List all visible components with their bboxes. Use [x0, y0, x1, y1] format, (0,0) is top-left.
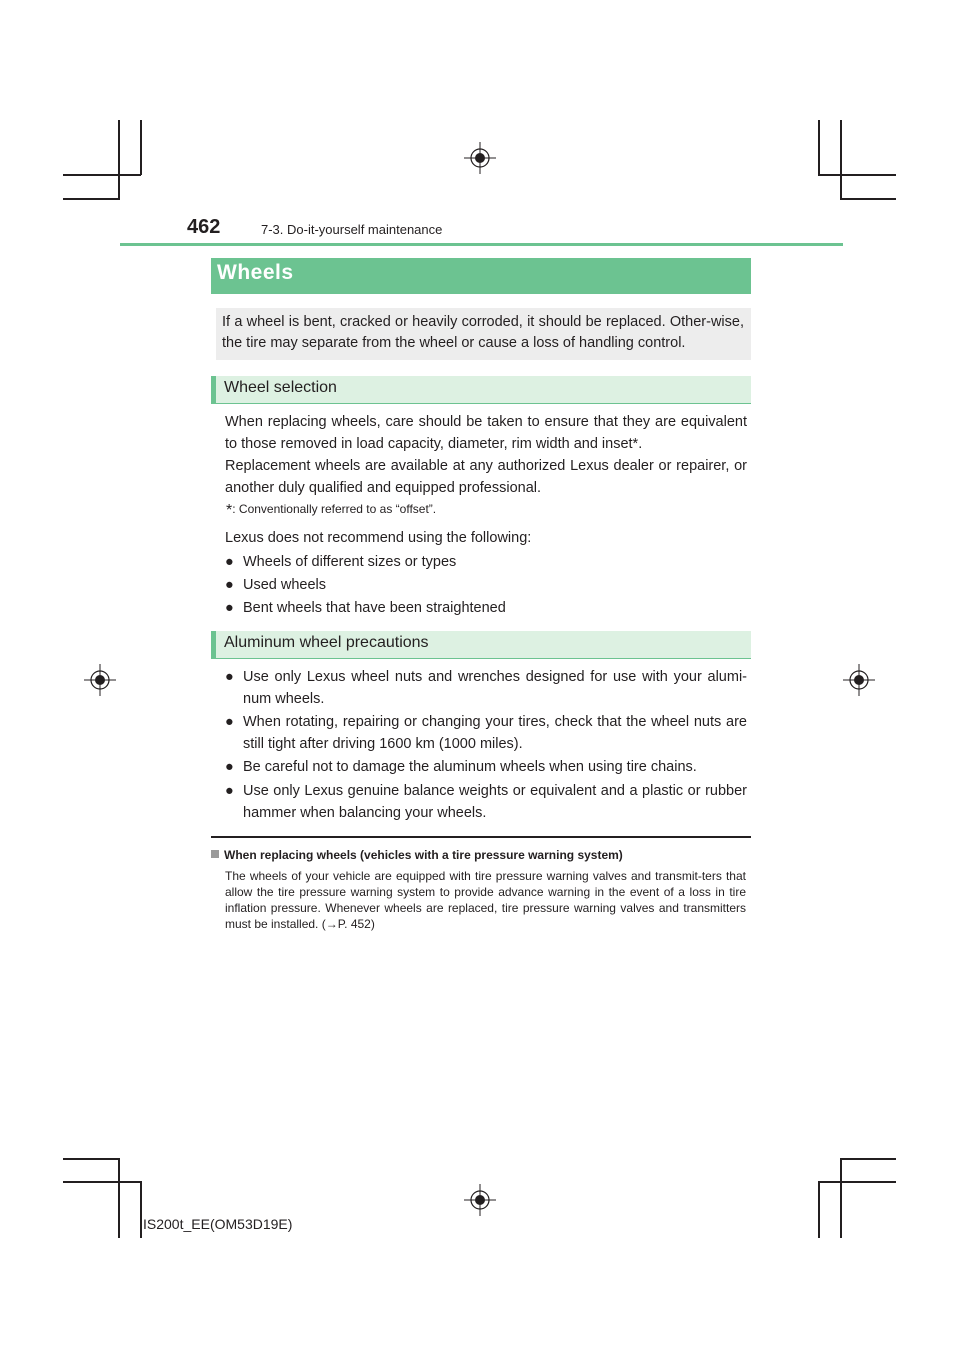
- subheading-wheel-selection: [211, 376, 751, 404]
- crop-mark: [63, 198, 119, 200]
- bullet-icon: ●: [225, 554, 234, 570]
- crop-mark: [63, 1181, 141, 1183]
- paragraph: Lexus does not recommend using the following:: [225, 530, 532, 546]
- intro-box: [216, 308, 751, 360]
- footnote: [226, 502, 436, 520]
- footnote-text: : Conventionally referred to as “offset”.: [232, 502, 437, 516]
- bullet-icon: ●: [225, 783, 234, 799]
- registration-mark-icon: [843, 664, 875, 696]
- crop-mark: [818, 1181, 896, 1183]
- crop-mark: [840, 1158, 896, 1160]
- section-divider: [211, 836, 751, 838]
- chapter-title: 7-3. Do-it-yourself maintenance: [261, 222, 443, 237]
- subheading-label: Aluminum wheel precautions: [224, 634, 429, 651]
- crop-mark: [140, 120, 142, 175]
- header-rule: [120, 243, 843, 246]
- bullet-icon: ●: [225, 669, 234, 685]
- bullet-icon: ●: [225, 714, 234, 730]
- crop-mark: [840, 1158, 842, 1238]
- bullet-icon: ●: [225, 577, 234, 593]
- crop-mark: [818, 1181, 820, 1238]
- crop-mark: [818, 120, 820, 175]
- crop-mark: [63, 1158, 119, 1160]
- square-bullet-icon: [211, 850, 219, 858]
- crop-mark: [818, 174, 896, 176]
- paragraph: Replacement wheels are available at any authorized Lexus dealer or repairer, or another duly qualified and equipped professional.: [225, 458, 747, 496]
- subheading-label: Wheel selection: [224, 379, 337, 396]
- footnote-mark: *: [226, 502, 233, 519]
- registration-mark-icon: [464, 1184, 496, 1216]
- bullet-icon: ●: [225, 759, 234, 775]
- page-title: Wheels: [217, 261, 294, 284]
- crop-mark: [140, 1181, 142, 1238]
- section-title-bar: [211, 258, 751, 294]
- registration-mark-icon: [464, 142, 496, 174]
- footer-code: IS200t_EE(OM53D19E): [143, 1216, 293, 1232]
- crop-mark: [840, 120, 842, 200]
- intro-text: If a wheel is bent, cracked or heavily corroded, it should be replaced. Other-wise, the tire may separate from the wheel or cause a loss of handling control.: [222, 314, 744, 351]
- info-text: The wheels of your vehicle are equipped with tire pressure warning valves and transmit-ters that allow the tire pressure warning system to provide advance warning in the event of a loss in tire inflation pressure. Whenever wheels are replaced, tire pressure warning valves and transmitters must be installed. (→P. 452): [225, 869, 746, 931]
- info-heading: When replacing wheels (vehicles with a tire pressure warning system): [211, 848, 623, 862]
- crop-mark: [118, 120, 120, 200]
- subheading-aluminum-wheel: [211, 631, 751, 659]
- crop-mark: [840, 198, 896, 200]
- crop-mark: [63, 174, 141, 176]
- page-number: 462: [187, 216, 221, 238]
- paragraph: When replacing wheels, care should be taken to ensure that they are equivalent to those removed in load capacity, diameter, rim width and inset*.: [225, 414, 747, 452]
- registration-mark-icon: [84, 664, 116, 696]
- bullet-icon: ●: [225, 600, 234, 616]
- crop-mark: [118, 1158, 120, 1238]
